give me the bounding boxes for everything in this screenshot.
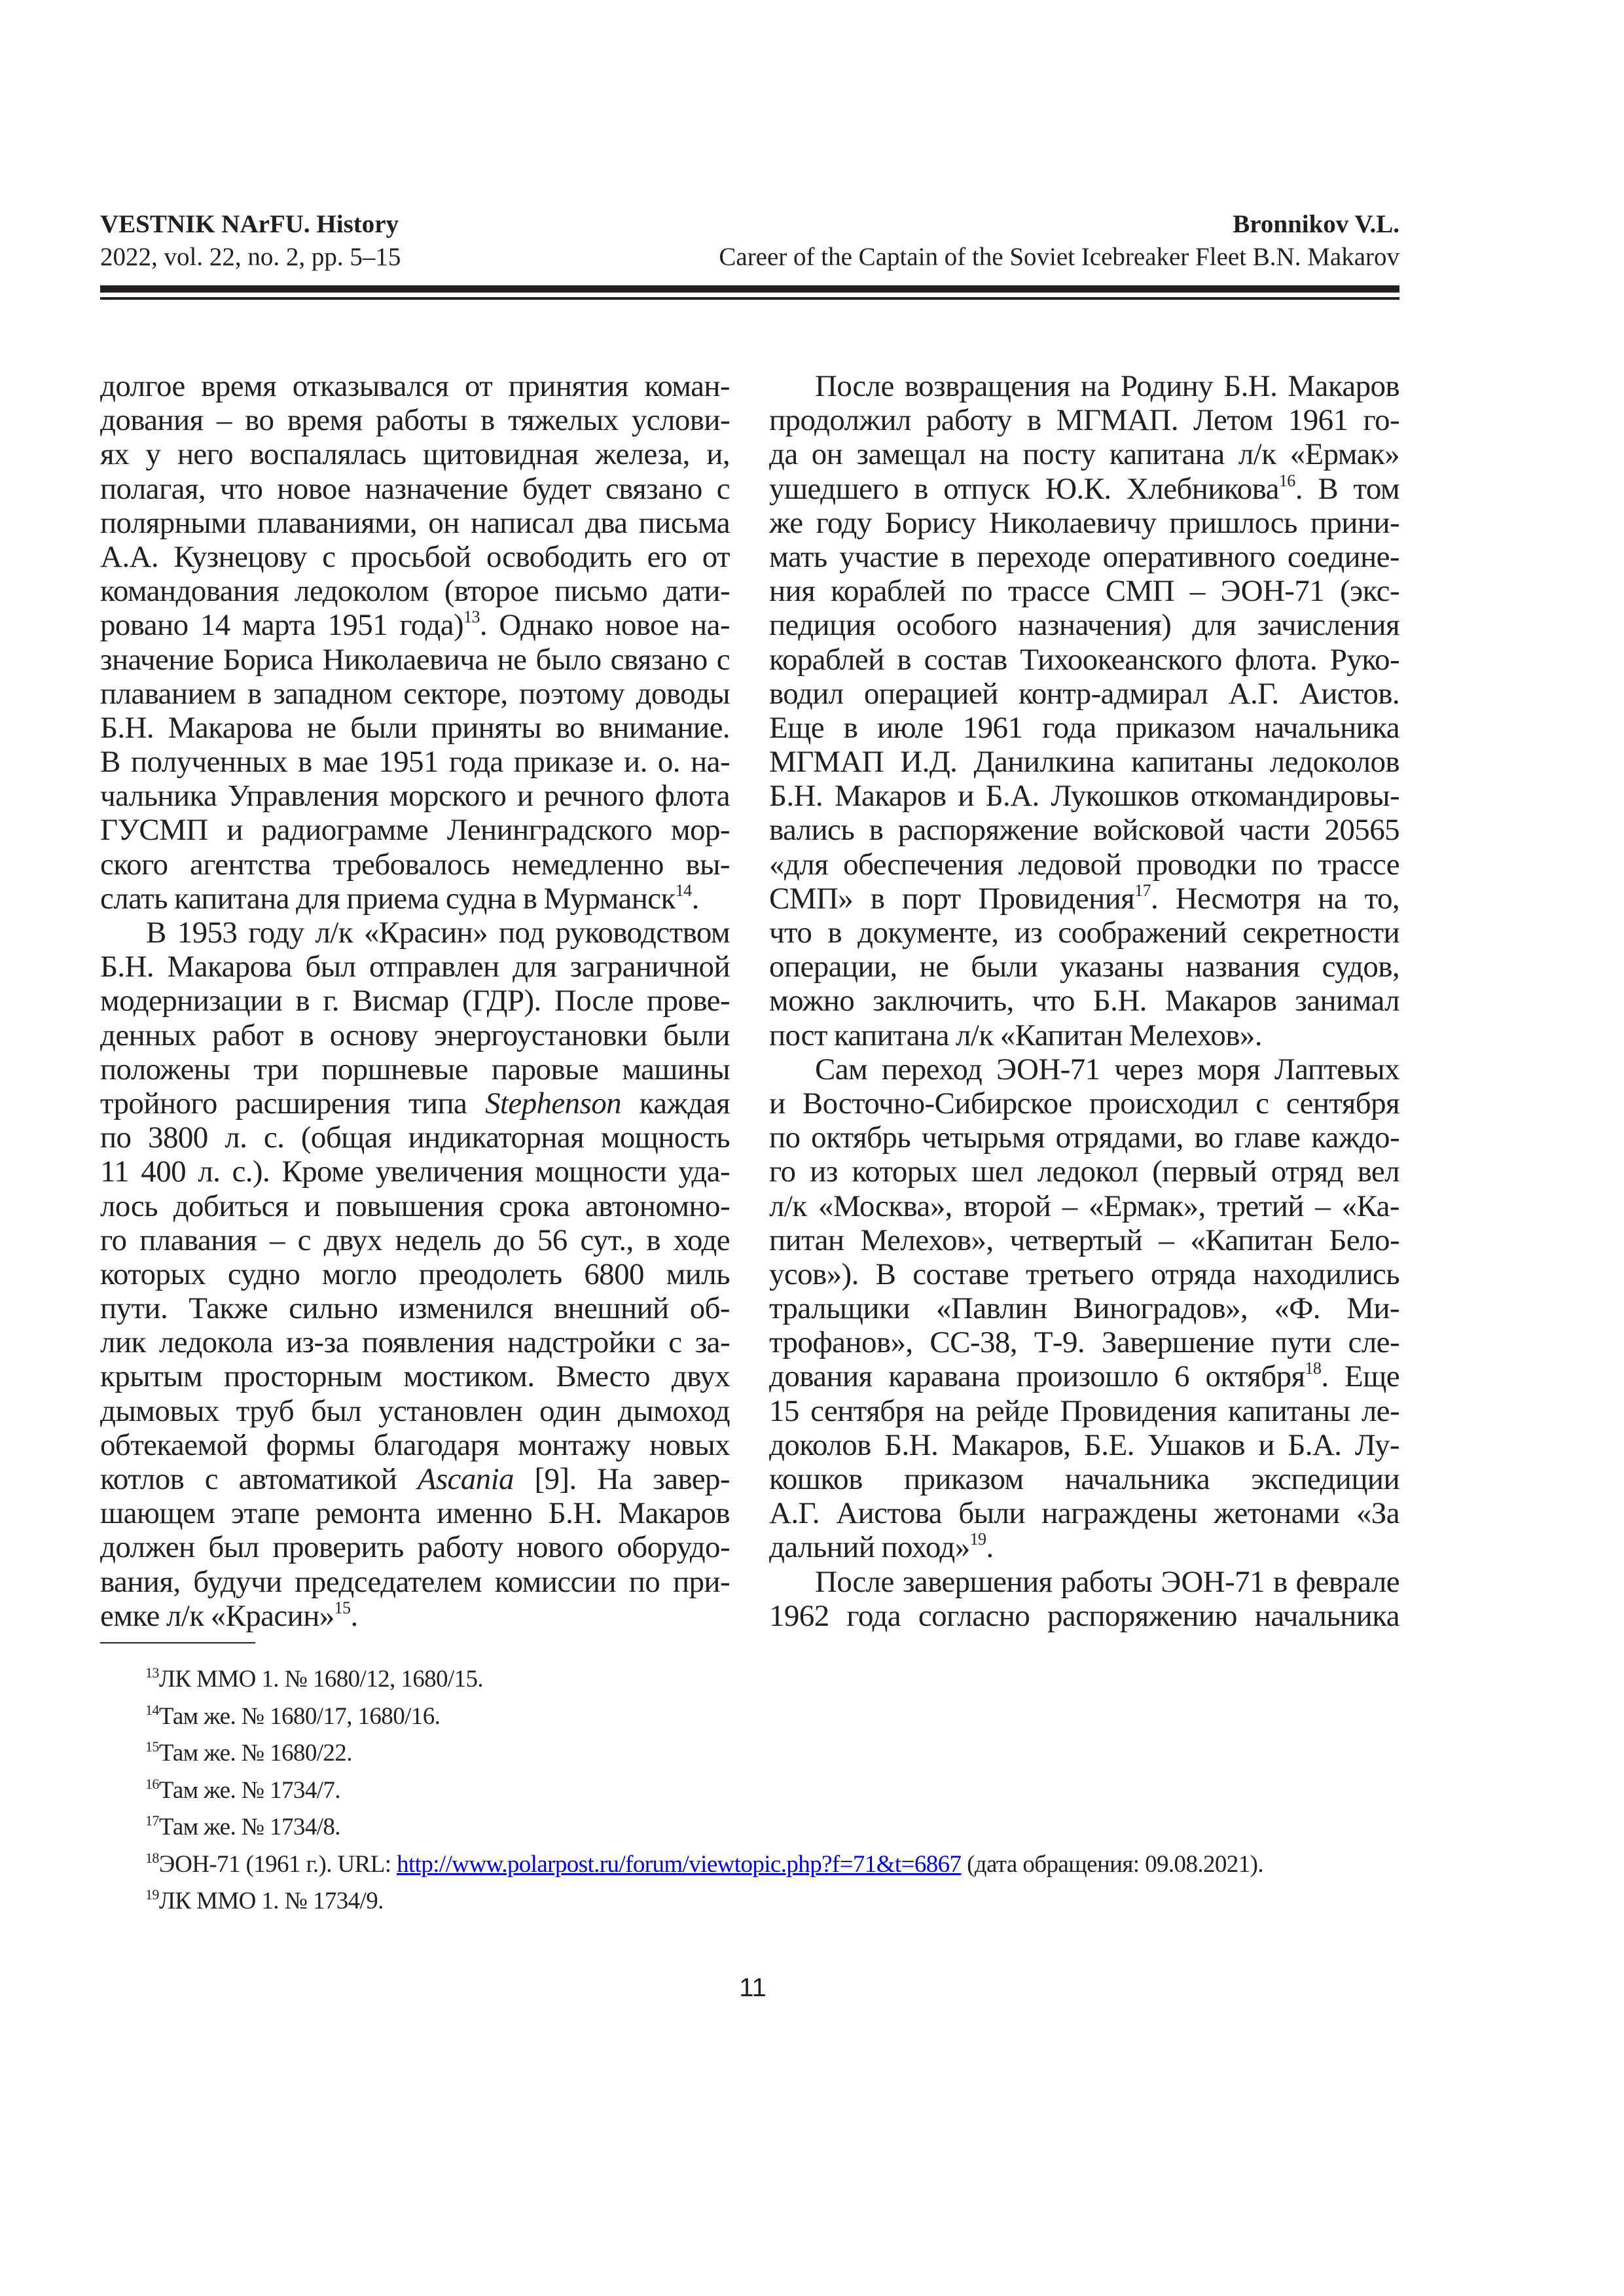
header-rule-thin [100,297,1399,300]
running-header [100,208,1399,274]
text-line: да он замещал на посту капитана л/к «Ермак» [769,437,1399,472]
text-line: же году Борису Николаевичу пришлось прини- [769,505,1399,540]
issue-info: 2022, vol. 22, no. 2, pp. 5–15 [100,243,401,271]
article-title: Career of the Captain of the Soviet Icebreaker Fleet B.N. Makarov [719,243,1399,271]
text-line: ГУСМП и радиограмме Ленинградского мор- [100,813,730,848]
text-line: обтекаемой формы благодаря монтажу новых [100,1427,730,1462]
footnote-number: 18 [145,1849,159,1866]
text-line: дования каравана произошло 6 октября$^{18}$. Еще [769,1359,1399,1394]
text-line: ях у него воспалялась щитовидная железа, и, [100,437,730,472]
text-line: которых судно могло преодолеть 6800 миль [100,1257,730,1291]
text-line: Б.Н. Макаров и Б.А. Лукошков откомандировы- [769,779,1399,814]
footnote-number: 19 [145,1886,159,1903]
text-line: значение Бориса Николаевича не было связано с [100,642,730,677]
footnote-item: $^{19}$ЛК ММО 1. № 1734/9. [145,1886,384,1914]
text-column-left [100,369,730,1633]
footnote-item: $^{14}$Там же. № 1680/17, 1680/16. [145,1701,441,1730]
text-line: Б.Н. Макарова был отправлен для заграничной [100,950,730,984]
text-line: пост капитана л/к «Капитан Мелехов». [769,1018,1262,1052]
text-line: что в документе, из соображений секретности [769,916,1399,950]
text-line: по 3800 л. с. (общая индикаторная мощность [100,1121,730,1155]
text-line: ушедшего в отпуск Ю.К. Хлебникова$^{16}$. В том [769,471,1399,506]
text-line: операции, не были указаны названия судов, [769,950,1399,984]
text-line: денных работ в основу энергоустановки были [100,1018,730,1052]
author-name: Bronnikov V.L. [1233,210,1399,238]
text-line: л/к «Москва», второй – «Ермак», третий – «Ка- [769,1189,1399,1223]
text-line: 1962 года согласно распоряжению начальника [769,1598,1399,1633]
text-line: А.Г. Аистова были награждены жетонами «За [769,1496,1399,1531]
text-line: кошков приказом начальника экспедиции [769,1462,1399,1496]
text-line: дальний поход»$^{19}$. [769,1530,994,1565]
text-line: емке л/к «Красин»$^{15}$. [100,1598,358,1633]
text-line: После возвращения на Родину Б.Н. Макаров [815,369,1399,403]
text-line: А.А. Кузнецову с просьбой освободить его от [100,539,730,574]
text-line: го плавания – с двух недель до 56 сут., в ходе [100,1223,730,1257]
text-line: полярными плаваниями, он написал два письма [100,505,730,540]
text-line: плаванием в западном секторе, поэтому доводы [100,676,730,711]
text-line: шающем этапе ремонта именно Б.Н. Макаров [100,1496,730,1531]
journal-name: VESTNIK NArFU. History [100,210,399,238]
text-line: полагая, что новое назначение будет связано с [100,471,730,506]
footnote-item: $^{13}$ЛК ММО 1. № 1680/12, 1680/15. [145,1664,484,1693]
text-line: дования – во время работы в тяжелых услови- [100,403,730,438]
text-line: долгое время отказывался от принятия коман- [100,369,730,403]
italic-term: Stephenson [484,1086,622,1121]
footnote-ref[interactable]: 15 [334,1598,351,1617]
text-line: котлов с автоматикой Ascania [9]. На завер- [100,1462,730,1496]
text-line: пути. Также сильно изменился внешний об- [100,1291,730,1326]
text-line: трофанов», СС-38, Т-9. Завершение пути сле- [769,1325,1399,1360]
text-line: 15 сентября на рейде Провидения капитаны ле- [769,1393,1399,1428]
text-line: лик ледокола из-за появления надстройки с за- [100,1325,730,1360]
text-line: ния кораблей по трассе СМП – ЭОН-71 (экс- [769,574,1399,609]
footnote-ref[interactable]: 19 [969,1530,986,1549]
source-link[interactable]: http://www.polarpost.ru/forum/viewtopic.php?f=71&t=6867 [397,1850,962,1878]
text-line: должен был проверить работу нового оборудо- [100,1530,730,1565]
footnotes [145,1661,1263,1920]
footnote-item: $^{15}$Там же. № 1680/22. [145,1738,352,1767]
text-line: и Восточно-Сибирское происходил с сентября [769,1086,1399,1121]
text-line: В полученных в мае 1951 года приказе и. о. на- [100,745,730,780]
footnote-number: 16 [145,1775,159,1792]
text-line: чальника Управления морского и речного флота [100,779,730,814]
text-line: Еще в июле 1961 года приказом начальника [769,710,1399,745]
text-line: усов»). В составе третьего отряда находились [769,1257,1399,1291]
text-line: мать участие в переходе оперативного соедине- [769,539,1399,574]
text-line: тройного расширения типа Stephenson каждая [100,1086,730,1121]
text-line: модернизации в г. Висмар (ГДР). После прове- [100,984,730,1018]
footnote-ref[interactable]: 18 [1305,1359,1322,1378]
footnote-item: $^{17}$Там же. № 1734/8. [145,1812,340,1840]
text-line: тральщики «Павлин Виноградов», «Ф. Ми- [769,1291,1399,1326]
footnote-ref[interactable]: 14 [675,880,692,900]
footnote-ref[interactable]: 17 [1134,880,1151,900]
text-line: После завершения работы ЭОН-71 в феврале [815,1564,1399,1599]
header-rule-thick [100,285,1399,293]
text-line: дымовых труб был установлен один дымоход [100,1393,730,1428]
text-line: Сам переход ЭОН-71 через моря Лаптевых [815,1052,1399,1086]
text-line: слать капитана для приема судна в Мурманск$^{14}$. [100,880,699,916]
text-line: педиция особого назначения) для зачисления [769,608,1399,643]
footnote-number: 14 [145,1701,159,1718]
text-line: вания, будучи председателем комиссии по при- [100,1564,730,1599]
text-line: по октябрь четырьмя отрядами, во главе каждо- [769,1121,1399,1155]
text-line: питан Мелехов», четвертый – «Капитан Бело- [769,1223,1399,1257]
text-line: Б.Н. Макарова не были приняты во внимание. [100,710,730,745]
page-number: 11 [739,1973,767,2002]
footnote-item: $^{18}$ЭОН-71 (1961 г.). URL: http://www.polarpost.ru/forum/viewtopic.php?f=71&t=6867 (дата обращения: 09.08.2021). [145,1849,1263,1878]
italic-term: Ascania [417,1462,514,1496]
text-line: В 1953 году л/к «Красин» под руководством [146,916,730,950]
text-line: водил операцией контр-адмирал А.Г. Аистов. [769,676,1399,711]
text-line: положены три поршневые паровые машины [100,1052,730,1086]
text-line: МГМАП И.Д. Данилкина капитаны ледоколов [769,745,1399,780]
text-line: можно заключить, что Б.Н. Макаров занимал [769,984,1399,1018]
text-column-right [769,369,1399,1633]
footnote-ref[interactable]: 16 [1278,471,1295,490]
text-line: 11 400 л. с.). Кроме увеличения мощности уда- [100,1155,730,1189]
text-line: кораблей в состав Тихоокеанского флота. Руко- [769,642,1399,677]
text-line: доколов Б.Н. Макаров, Б.Е. Ушаков и Б.А. Лу- [769,1427,1399,1462]
text-line: продолжил работу в МГМАП. Летом 1961 го- [769,403,1399,438]
text-line: СМП» в порт Провидения$^{17}$. Несмотря на то, [769,880,1399,916]
text-line: крытым просторным мостиком. Вместо двух [100,1359,730,1394]
text-line: вались в распоряжение войсковой части 20565 [769,813,1399,848]
footnote-number: 15 [145,1738,159,1755]
text-line: ского агентства требовалось немедленно вы- [100,847,730,882]
footnote-number: 17 [145,1812,159,1829]
footnote-number: 13 [145,1664,159,1681]
footnote-ref[interactable]: 13 [463,607,480,627]
text-line: «для обеспечения ледовой проводки по трассе [769,847,1399,882]
text-line: го из которых шел ледокол (первый отряд вел [769,1155,1399,1189]
text-line: ровано 14 марта 1951 года)$^{13}$. Однако новое на- [100,607,730,643]
footnote-item: $^{16}$Там же. № 1734/7. [145,1775,340,1804]
text-line: командования ледоколом (второе письмо дати- [100,574,730,609]
text-line: лось добиться и повышения срока автономно- [100,1189,730,1223]
footnote-separator [100,1642,255,1643]
